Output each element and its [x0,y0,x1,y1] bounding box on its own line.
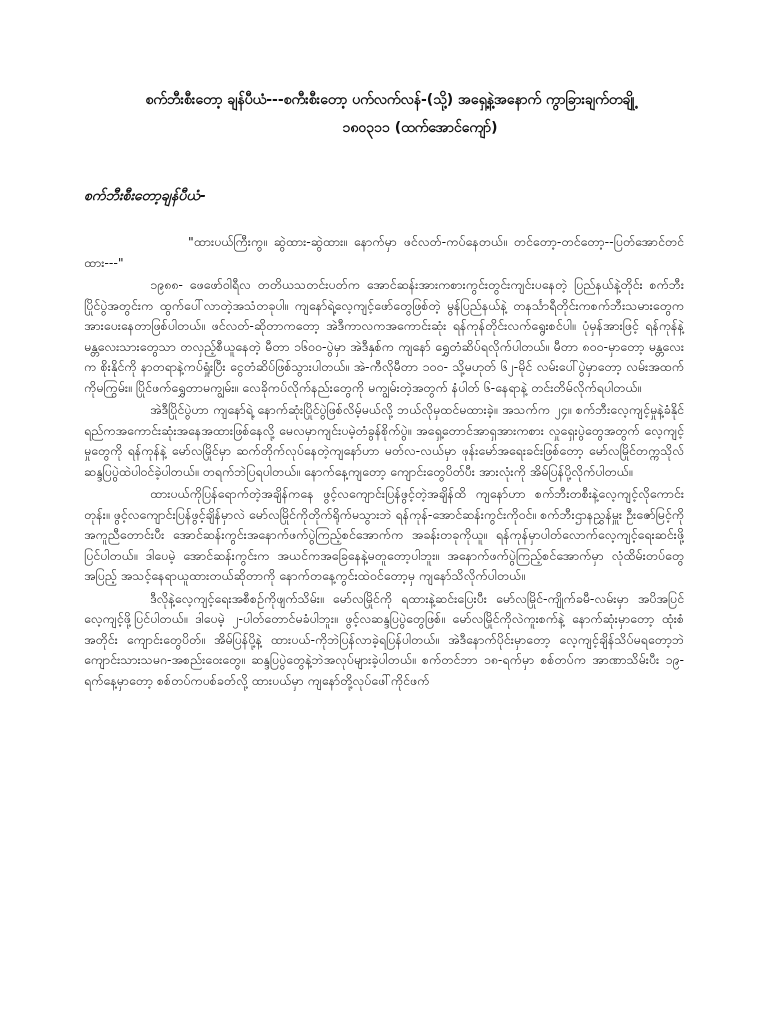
paragraph: ၁၉၈၈- ဖေဖော်ဝါရီလ တတိယသတင်းပတ်က အောင်ဆန်းအားကစားကွင်းတွင်းကျင်းပနေတဲ့ ပြည်နယ်နဲ့တိုင်း စက်ဘီးပြိုင်ပွဲအတွင်းက ထွက်ပေါ်လာတဲ့အသံတခုပါ။ ကျနော်ရဲ့လေ့ကျင့်ဖော်တွေဖြစ်တဲ့ မွန်ပြည်နယ်နဲ့ တနင်္သာရီတိုင်းကစက်ဘီးသမားတွေက အားပေးနေတာဖြစ်ပါတယ်။ ဖင်လတ်-ဆိုတာကတော့ အဲဒီကာလကအကောင်းဆုံး ရန်ကုန်တိုင်းလက်ရွေးစင်ပါ။ ပုံမှန်အားဖြင့် ရန်ကုန်နဲ့မန္တလေးသားတွေသာ တလှည့်စီယူနေတဲ့ မီတာ ၁၆၀၀-ပွဲမှာ အဲဒီနှစ်က ကျနော် ရွှေတံဆိပ်ရလိုက်ပါတယ်။ မီတာ ၈၀၀-မှာတော့ မန္တလေးက စိုးနိုင်ကို နာတရာနဲ့ကပ်ရှုံးပြီး ငွေတံဆိပ်ဖြစ်သွားပါတယ်။ အဲ-ကီလိုမီတာ ၁၀၀- သို့မဟုတ် ၆၂-မိုင် လမ်းပေါ်ပွဲမှာတော့ လမ်းအထက်ကိုမကြွမ်း။ ပြိုင်ဖက်ရွှေတာမကျွမ်း။ လေခိုကပ်လိုက်နည်းတွေကို မကျွမ်းတဲ့အတွက် နံပါတ် ၆-နေရာနဲ့ တင်းတိမ်လိုက်ရပါတယ်။ [84,277,684,395]
paragraph: ဒီလိုနဲ့လေ့ကျင့်ရေးအစီစဉ်ကိုဖျက်သိမ်း။ မော်လမြိုင်ကို ရထားနဲ့ဆင်းပြေးပီး မော်လမြိုင်-ကျိုက်ခမီ-လမ်းမှာ အပိအပြင်လေ့ကျင့်ဖို့ပြင်ပါတယ်။ ဒါပေမဲ့ ၂-ပါတ်တောင်မခံပါဘူး။ ဖွင့်လဆန္ဒပြပွဲတွေဖြစ်။ မော်လမြိုင်ကိုလဲကူးစက်နဲ့ နောက်ဆုံးမှာတော့ ထုံးစံအတိုင်း ကျောင်းတွေပိတ်။ အိမ်ပြန်ပို့နဲ့ ထားပယ်-ကိုဘဲပြန်လာခဲ့ရပြန်ပါတယ်။ အဲဒီနောက်ပိုင်းမှာတော့ လေ့ကျင့်ချိန်သိပ်မရတော့ဘဲ ကျောင်းသားသမဂ-အစည်းဝေးတွေ။ ဆန္ဒပြပွဲတွေနဲ့ဘဲအလုပ်များခဲ့ပါတယ်။ စက်တင်ဘာ ၁၈-ရက်မှာ စစ်တပ်က အာဏာသိမ်းပီး ၁၉-ရက်နေ့မှာတော့ စစ်တပ်ကပစ်ခတ်လို့ ထားပယ်မှာ ကျနော်တို့လုပ်ဖေါ်ကိုင်ဖက် [84,590,684,688]
paragraph: အဲဒီပြိုင်ပွဲဟာ ကျနော်ရဲ့ နောက်ဆုံးပြိုင်ပွဲဖြစ်လိမ့်မယ်လို့ ဘယ်လိုမှထင်မထားခဲ့။ အသက်က ၂၄။ စက်ဘီးလေ့ကျင့်မှုနဲ့ခံနိုင်ရည်ကအကောင်းဆုံးအနေအထားဖြစ်နေလို့ မေလမှာကျင်းပမဲ့တံခွန်စိုက်ပွဲ။ အရှေ့တောင်အာရှအားကစား လှုရှေးပွဲတွေအတွက် လေ့ကျင့်မှုတွေကို ရန်ကုန်နဲ့ မော်လမြိုင်မှာ ဆက်တိုက်လုပ်နေတဲ့ကျနော်ဟာ မတ်လ-လယ်မှာ ဖုန်းမော်အရေးခင်းဖြစ်တော့ မော်လမြိုင်တက္ကသိုလ် ဆန္ဒပြပွဲထဲပါဝင်ခဲ့ပါတယ်။ တရက်ဘဲပြရပါတယ်။ နောက်နေ့ကျတော့ ကျောင်းတွေပိတ်ပီး အားလုံးကို အိမ်ပြန်ပို့လိုက်ပါတယ်။ [84,402,684,479]
paragraph: ထားပယ်ကိုပြန်ရောက်တဲ့အချိန်ကနေ ဖွင့်လကျောင်းပြန်ဖွင့်တဲ့အချိန်ထိ ကျနော်ဟာ စက်ဘီးတစီးနဲ့လေ့ကျင့်လိုကောင်းတုန်း။ ဖွင့်လကျောင်းပြန်ဖွင့်ချိန်မှာလဲ မော်လမြိုင်ကိုတိုက်ရိုက်မသွားဘဲ ရန်ကုန်-အောင်ဆန်းကွင်းကိုဝင်။ စက်ဘီးဌာနညွှန်မှူး ဦးဇော်မြင့်ကိုအကူညီတောင်းပီး အောင်ဆန်းကွင်းအနောက်ဖက်ပွဲကြည့်စင်အောက်က အခန်းတခုကိုယူ။ ရန်ကုန်မှာပါတ်လောက်လေ့ကျင့်ရေးဆင်းဖို့ပြင်ပါတယ်။ ဒါပေမဲ့ အောင်ဆန်းကွင်းက အယင်ကအခြေနေနဲ့မတူတော့ပါဘူး။ အနောက်ဖက်ပွဲကြည့်စင်အောက်မှာ လုံထိမ်းတပ်တွေအပြည့် အသင့်နေရာယူထားတယ်ဆိုတာကို နောက်တနေ့ကွင်းထဲဝင်တော့မှ ကျနော်သိလိုက်ပါတယ်။ [84,486,684,583]
section-heading: စက်ဘီးစီးတော့ချန်ပီယံ- [84,188,206,204]
paragraph-quote: "ထားပယ်ကြီးကွ။ ဆွဲထား-ဆွဲထား။ နောက်မှာ ဖင်လတ်-ကပ်နေတယ်။ တင်တော့-တင်တော့--ပြတ်အောင်တင်ထား---" [84,234,684,270]
document-header [80,88,700,140]
document-title: စက်ဘီးစီးတော့ ချန်ပီယံ---စကီးစီးတော့ ပက်လက်လန်-(သို့) အရှေ့နဲ့အနောက် ကွာခြားချက်တချို့ [145,92,635,108]
document-date-author: ၁၈၀၃၁၁ (ထက်အောင်ကျော်) [342,120,498,136]
body-text [84,232,684,693]
